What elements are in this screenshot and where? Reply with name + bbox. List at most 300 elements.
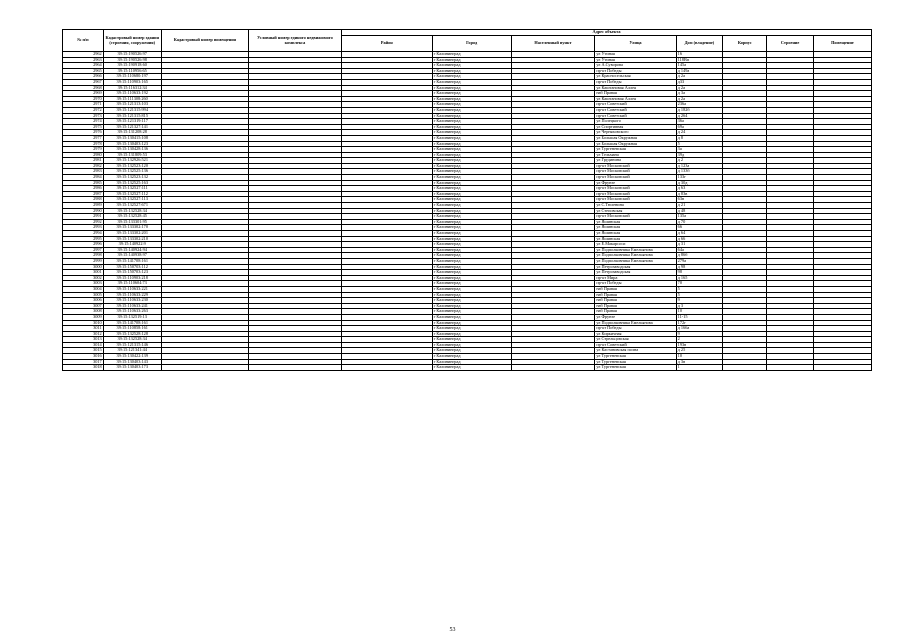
cadastral-number-cell: 39:15:110604:73 <box>103 281 161 287</box>
row-number-cell: 3007 <box>63 303 104 309</box>
cadastral-number-cell: 39:15:132528:128 <box>103 331 161 337</box>
row-number-cell: 2975 <box>63 124 104 130</box>
table-row <box>63 365 872 371</box>
street-cell: ул Утиная <box>595 57 676 63</box>
row-number-cell: 3013 <box>63 337 104 343</box>
house-number-cell: 279а <box>676 258 722 264</box>
building-cell <box>767 365 813 371</box>
header-house: Дом (владение) <box>676 36 722 52</box>
cadastral-number-cell: 39:15:132527:113 <box>103 197 161 203</box>
city-cell: г Калининград <box>432 135 511 141</box>
cadastral-number-cell: 39:15:141708:161 <box>103 258 161 264</box>
header-address-group: Адрес объекта <box>341 30 871 36</box>
city-cell: г Калининград <box>432 270 511 276</box>
cadastral-number-cell: 39:15:133302:170 <box>103 225 161 231</box>
street-cell: пр-кт Московский <box>595 214 676 220</box>
city-cell: г Калининград <box>432 197 511 203</box>
row-number-cell: 2964 <box>63 63 104 69</box>
house-number-cell: д 83в <box>676 191 722 197</box>
header-settlement: Населенный пункт <box>511 36 595 52</box>
cadastral-number-cell: 39:15:110633:241 <box>103 303 161 309</box>
row-number-cell: 2989 <box>63 203 104 209</box>
street-cell: ул Грудининa <box>595 158 676 164</box>
cadastral-number-cell: 39:15:121327:141 <box>103 124 161 130</box>
district-cell <box>341 365 432 371</box>
cadastral-number-cell: 39:15:132519:13 <box>103 314 161 320</box>
street-cell: пр-кт Победы <box>595 68 676 74</box>
street-cell: наб Правая <box>595 303 676 309</box>
city-cell: г Калининград <box>432 348 511 354</box>
row-number-cell: 2980 <box>63 152 104 158</box>
table-body <box>63 52 872 371</box>
city-cell: г Калининград <box>432 231 511 237</box>
cadastral-number-cell: 39:15:132528:34 <box>103 337 161 343</box>
house-number-cell: д 2а <box>676 96 722 102</box>
street-cell: пр-кт Победы <box>595 281 676 287</box>
house-number-cell: д 133б <box>676 169 722 175</box>
city-cell: г Калининград <box>432 68 511 74</box>
cadastral-number-cell: 39:15:132528:34 <box>103 208 161 214</box>
cadastral-number-cell: 39:15:121313:103 <box>103 102 161 108</box>
row-number-cell: 2985 <box>63 180 104 186</box>
city-cell: г Калининград <box>432 258 511 264</box>
city-cell: г Калининград <box>432 102 511 108</box>
cadastral-number-cell: 39:15:132527:671 <box>103 203 161 209</box>
house-number-cell: д 165 <box>676 275 722 281</box>
header-num: № п/п <box>63 30 104 52</box>
house-number-cell: д 182б <box>676 107 722 113</box>
city-cell: г Калининград <box>432 225 511 231</box>
street-cell: ул С.Тюленина <box>595 203 676 209</box>
house-number-cell: 10 <box>676 309 722 315</box>
street-cell: ул Спортивная <box>595 124 676 130</box>
house-number-cell: д 25 <box>676 348 722 354</box>
cadastral-number-cell: 39:15:132525:136 <box>103 169 161 175</box>
city-cell: г Калининград <box>432 275 511 281</box>
city-cell: г Калининград <box>432 331 511 337</box>
house-number-cell: 9 <box>676 331 722 337</box>
city-cell: г Калининград <box>432 337 511 343</box>
street-cell: пр-кт Советский <box>595 107 676 113</box>
cadastral-number-cell: 39:15:116312:34 <box>103 85 161 91</box>
city-cell: г Калининград <box>432 186 511 192</box>
street-cell: ул Красносельская <box>595 74 676 80</box>
house-number-cell: 5 <box>676 141 722 147</box>
city-cell: г Калининград <box>432 152 511 158</box>
street-cell: наб Правая <box>595 298 676 304</box>
header-cad-building: Кадастровый номер здания (строения, сооружения) <box>103 30 161 52</box>
city-cell: г Калининград <box>432 314 511 320</box>
row-number-cell: 2963 <box>63 57 104 63</box>
street-cell: пр-кт Московский <box>595 175 676 181</box>
house-number-cell: д 66 <box>676 236 722 242</box>
city-cell: г Калининград <box>432 180 511 186</box>
house-number-cell: 5 <box>676 286 722 292</box>
house-number-cell: 5 <box>676 292 722 298</box>
house-number-cell: 172г <box>676 320 722 326</box>
cadastral-number-cell: 39:15:190526:97 <box>103 52 161 58</box>
city-cell: г Калининград <box>432 214 511 220</box>
row-number-cell: 3000 <box>63 264 104 270</box>
city-cell: г Калининград <box>432 124 511 130</box>
house-number-cell: 2 <box>676 337 722 343</box>
house-number-cell: 69а <box>676 124 722 130</box>
cadastral-number-cell: 39:15:121319:117 <box>103 119 161 125</box>
house-number-cell: 3а <box>676 147 722 153</box>
house-number-cell: д 3а <box>676 91 722 97</box>
city-cell: г Калининград <box>432 119 511 125</box>
city-cell: г Калининград <box>432 169 511 175</box>
complex-number-cell <box>248 365 341 371</box>
header-cad-room: Кадастровый номер помещения <box>161 30 248 52</box>
row-number-cell: 2987 <box>63 191 104 197</box>
cadastral-number-cell: 39:15:190526:98 <box>103 57 161 63</box>
cadastral-number-cell: 39:15:132523:132 <box>103 175 161 181</box>
settlement-cell <box>511 365 595 371</box>
street-cell: ул Подполковника Емельянова <box>595 247 676 253</box>
row-number-cell: 2988 <box>63 197 104 203</box>
house-number-cell: д 63 <box>676 186 722 192</box>
street-cell: наб Правая <box>595 91 676 97</box>
cadastral-number-cell: 39:15:110903:218 <box>103 275 161 281</box>
street-cell: ул Яшинская <box>595 219 676 225</box>
street-cell: ул Тургеневская <box>595 359 676 365</box>
cadastral-number-cell: 39:15:131809:53 <box>103 152 161 158</box>
city-cell: г Калининград <box>432 57 511 63</box>
street-cell: пр-кт Московский <box>595 169 676 175</box>
street-cell: пр-кт Московский <box>595 191 676 197</box>
cadastral-number-cell: 39:15:110633:263 <box>103 309 161 315</box>
cadastral-number-cell: 39:15:132926:521 <box>103 158 161 164</box>
city-cell: г Калининград <box>432 359 511 365</box>
cadastral-number-cell: 39:15:130415:108 <box>103 135 161 141</box>
city-cell: г Калининград <box>432 247 511 253</box>
city-cell: г Калининград <box>432 96 511 102</box>
street-cell: ул Петрозаводская <box>595 264 676 270</box>
street-cell: ул Киркичная <box>595 331 676 337</box>
house-number-cell: д 123а <box>676 163 722 169</box>
city-cell: г Калининград <box>432 74 511 80</box>
street-cell: ул Стрельцовская <box>595 337 676 343</box>
street-cell: ул Подполковника Емельянова <box>595 253 676 259</box>
row-number-cell: 2998 <box>63 253 104 259</box>
city-cell: г Калининград <box>432 163 511 169</box>
street-cell: наб Правая <box>595 292 676 298</box>
row-number-cell: 2994 <box>63 231 104 237</box>
house-number-cell: 133г <box>676 175 722 181</box>
cadastral-number-cell: 39:15:141708:161 <box>103 320 161 326</box>
house-number-cell: д 2а <box>676 85 722 91</box>
street-cell: ул Каштановая Аллея <box>595 96 676 102</box>
street-cell: ул Большая Окружная <box>595 135 676 141</box>
row-number-cell: 2991 <box>63 214 104 220</box>
city-cell: г Калининград <box>432 264 511 270</box>
street-cell: ул Полецкого <box>595 119 676 125</box>
row-number-cell: 2983 <box>63 169 104 175</box>
house-number-cell: д 166а <box>676 326 722 332</box>
street-cell: ул Подполковника Емельянова <box>595 320 676 326</box>
row-number-cell: 3008 <box>63 309 104 315</box>
city-cell: г Калининград <box>432 298 511 304</box>
city-cell: г Калининград <box>432 208 511 214</box>
cadastral-number-cell: 39:15:110680:197 <box>103 74 161 80</box>
cadastral-number-cell: 39:15:132528:45 <box>103 214 161 220</box>
house-number-cell: 10 <box>676 354 722 360</box>
cadastral-number-cell: 39:15:140922:9 <box>103 242 161 248</box>
row-number-cell: 2995 <box>63 236 104 242</box>
house-number-cell: д33 <box>676 79 722 85</box>
street-cell: пр-кт Советский <box>595 113 676 119</box>
house-number-cell: д 21 <box>676 203 722 209</box>
room-cell <box>813 365 871 371</box>
city-cell: г Калининград <box>432 63 511 69</box>
cadastral-number-cell: 39:15:133302:210 <box>103 236 161 242</box>
city-cell: г Калининград <box>432 141 511 147</box>
street-cell: ул Тургеневская <box>595 365 676 371</box>
korpus-cell <box>723 365 767 371</box>
row-number-cell: 2978 <box>63 141 104 147</box>
row-number-cell: 2979 <box>63 147 104 153</box>
city-cell: г Калининград <box>432 113 511 119</box>
street-cell: пр-кт Московский <box>595 197 676 203</box>
city-cell: г Калининград <box>432 107 511 113</box>
house-number-cell: д 149а <box>676 68 722 74</box>
cadastral-number-cell: 39:15:133301:95 <box>103 219 161 225</box>
city-cell: г Калининград <box>432 281 511 287</box>
row-number-cell: 2990 <box>63 208 104 214</box>
house-number-cell: д 8 <box>676 135 722 141</box>
row-number-cell: 2972 <box>63 107 104 113</box>
city-cell: г Калининград <box>432 286 511 292</box>
cadastral-number-cell: 39:15:110633:221 <box>103 286 161 292</box>
street-cell: пр-кт Мира <box>595 275 676 281</box>
cadastral-number-cell: 39:15:111308:260 <box>103 96 161 102</box>
street-cell: ул Яшинская <box>595 236 676 242</box>
row-number-cell: 3001 <box>63 270 104 276</box>
street-cell: ул Степовская <box>595 208 676 214</box>
city-cell: г Калининград <box>432 365 511 371</box>
city-cell: г Калининград <box>432 320 511 326</box>
cadastral-number-cell: 39:15:131208:28 <box>103 130 161 136</box>
registry-sheet <box>62 29 872 371</box>
row-number-cell: 3002 <box>63 275 104 281</box>
row-number-cell: 3012 <box>63 331 104 337</box>
row-number-cell: 3011 <box>63 326 104 332</box>
row-number-cell: 3004 <box>63 286 104 292</box>
street-cell: ул Утиная <box>595 52 676 58</box>
house-number-cell: д 2 <box>676 158 722 164</box>
cadastral-number-cell: 39:15:121341:44 <box>103 348 161 354</box>
house-number-cell: 66 <box>676 225 722 231</box>
house-number-cell: 236а <box>676 102 722 108</box>
row-number-cell: 2977 <box>63 135 104 141</box>
cadastral-number-cell: 39:15:110633:230 <box>103 298 161 304</box>
street-cell: ул Тургеневская <box>595 147 676 153</box>
city-cell: г Калининград <box>432 191 511 197</box>
row-number-cell: 2970 <box>63 96 104 102</box>
row-number-cell: 2996 <box>63 242 104 248</box>
city-cell: г Калининград <box>432 158 511 164</box>
street-cell: ул Яшинская <box>595 225 676 231</box>
row-number-cell: 3015 <box>63 348 104 354</box>
city-cell: г Калининград <box>432 342 511 348</box>
row-number-cell: 3010 <box>63 320 104 326</box>
header-cond-complex: Условный номер единого недвижимого комплекса <box>248 30 341 52</box>
row-number-cell: 3005 <box>63 292 104 298</box>
house-number-cell: 193в <box>676 342 722 348</box>
cadastral-number-cell: 39:15:130422:139 <box>103 354 161 360</box>
cadastral-number-cell: 39:15:132527:112 <box>103 191 161 197</box>
row-number-cell: 2971 <box>63 102 104 108</box>
cadastral-number-cell: 39:15:133302:201 <box>103 231 161 237</box>
city-cell: г Калининград <box>432 91 511 97</box>
row-number-cell: 2973 <box>63 113 104 119</box>
street-cell: ул Е.Макарсоси <box>595 242 676 248</box>
street-cell: пр-кт Московский <box>595 186 676 192</box>
header-city: Город <box>432 36 511 52</box>
house-number-cell: д 2а <box>676 74 722 80</box>
house-number-cell: д 70 <box>676 219 722 225</box>
house-number-cell: 70 <box>676 281 722 287</box>
cadastral-number-cell: 39:15:110633:192 <box>103 91 161 97</box>
cadastral-number-cell: 39:15:190918:60 <box>103 63 161 69</box>
cadastral-number-cell: 39:15:140938:97 <box>103 253 161 259</box>
house-number-cell: 98 <box>676 270 722 276</box>
cadastral-number-cell: 39:15:132523:120 <box>103 163 161 169</box>
city-cell: г Калининград <box>432 309 511 315</box>
cadastral-number-cell: 39:15:110633:229 <box>103 292 161 298</box>
street-cell: ул Большая Окружная <box>595 141 676 147</box>
house-number-cell: 9 <box>676 298 722 304</box>
cadastral-number-cell: 39:15:150703:112 <box>103 264 161 270</box>
city-cell: г Калининград <box>432 175 511 181</box>
street-cell: наб Правая <box>595 309 676 315</box>
house-number-cell: д 48 <box>676 208 722 214</box>
house-number-cell: д 3 <box>676 303 722 309</box>
cadastral-number-cell: 39:15:110956:65 <box>103 68 161 74</box>
street-cell: наб Правая <box>595 286 676 292</box>
row-number-cell: 3014 <box>63 342 104 348</box>
header-korpus: Корпус <box>723 36 767 52</box>
city-cell: г Калининград <box>432 236 511 242</box>
house-number-cell: 11-15 <box>676 314 722 320</box>
street-cell: ул А.Суворова <box>595 63 676 69</box>
header-street: Улица <box>595 36 676 52</box>
house-number-cell: 145а <box>676 63 722 69</box>
row-number-cell: 2984 <box>63 175 104 181</box>
street-cell: ул Фрунзе <box>595 314 676 320</box>
city-cell: г Калининград <box>432 242 511 248</box>
house-number-cell: 63в <box>676 197 722 203</box>
cadastral-number-cell: 39:15:121315:815 <box>103 113 161 119</box>
cadastral-number-cell: 39:15:121315:146 <box>103 342 161 348</box>
cadastral-number-cell: 39:15:110903:165 <box>103 79 161 85</box>
row-number-cell: 2969 <box>63 91 104 97</box>
house-number-cell: д 31 <box>676 242 722 248</box>
cadastral-number-cell: 39:15:130403:123 <box>103 141 161 147</box>
city-cell: г Калининград <box>432 203 511 209</box>
cadastral-number-cell: 39:15:130403:143 <box>103 359 161 365</box>
row-number-cell: 2966 <box>63 74 104 80</box>
cadastral-number-cell: 39:15:140924:94 <box>103 247 161 253</box>
row-number-cell: 2974 <box>63 119 104 125</box>
street-cell: пр-кт Победы <box>595 79 676 85</box>
street-cell: пр-кт Советский <box>595 102 676 108</box>
row-number-cell: 2999 <box>63 258 104 264</box>
city-cell: г Калининград <box>432 303 511 309</box>
street-cell: ул Тельмана <box>595 152 676 158</box>
street-cell: ул Тургеневская <box>595 354 676 360</box>
house-number-cell: д 3в <box>676 359 722 365</box>
house-number-cell: 118Вп <box>676 57 722 63</box>
house-number-cell: д 64 <box>676 231 722 237</box>
cadastral-number-cell: 39:15:121315:994 <box>103 107 161 113</box>
row-number-cell: 3018 <box>63 365 104 371</box>
city-cell: г Калининград <box>432 52 511 58</box>
street-cell: ул Подполковника Емельянова <box>595 258 676 264</box>
city-cell: г Калининград <box>432 326 511 332</box>
house-number-cell: д 24 <box>676 130 722 136</box>
street-cell: ул Черняховского <box>595 130 676 136</box>
row-number-cell: 2968 <box>63 85 104 91</box>
street-cell: ул Петрозаводская <box>595 270 676 276</box>
city-cell: г Калининград <box>432 219 511 225</box>
cadastral-number-cell: 39:15:130428:136 <box>103 147 161 153</box>
house-number-cell: 1 <box>676 365 722 371</box>
street-cell: ул Каштановая Аллея <box>595 85 676 91</box>
row-number-cell: 3003 <box>63 281 104 287</box>
house-number-cell: 39д <box>676 152 722 158</box>
header-room: Помещение <box>813 36 871 52</box>
row-number-cell: 2981 <box>63 158 104 164</box>
cadastral-number-cell: 39:15:150703:123 <box>103 270 161 276</box>
row-number-cell: 2982 <box>63 163 104 169</box>
row-number-cell: 2965 <box>63 68 104 74</box>
city-cell: г Калининград <box>432 147 511 153</box>
row-number-cell: 2967 <box>63 79 104 85</box>
row-number-cell: 2992 <box>63 219 104 225</box>
city-cell: г Калининград <box>432 292 511 298</box>
row-number-cell: 3017 <box>63 359 104 365</box>
house-number-cell: д 98 <box>676 264 722 270</box>
row-number-cell: 2976 <box>63 130 104 136</box>
cadastral-number-cell: 39:15:130403:173 <box>103 365 161 371</box>
street-cell: ул Яшинская <box>595 231 676 237</box>
page-number: 53 <box>449 627 456 633</box>
row-number-cell: 3006 <box>63 298 104 304</box>
street-cell: ул Фрунзе <box>595 180 676 186</box>
row-number-cell: 2993 <box>63 225 104 231</box>
city-cell: г Калининград <box>432 85 511 91</box>
house-number-cell: 64а <box>676 247 722 253</box>
house-number-cell: 16 <box>676 52 722 58</box>
street-cell: пр-кт Советский <box>595 342 676 348</box>
city-cell: г Калининград <box>432 130 511 136</box>
row-number-cell: 3016 <box>63 354 104 360</box>
house-number-cell: д 264 <box>676 113 722 119</box>
street-cell: пр-кт Победы <box>595 326 676 332</box>
cadastral-number-cell: 39:15:110858:161 <box>103 326 161 332</box>
room-cadastral-cell <box>161 365 248 371</box>
city-cell: г Калининград <box>432 253 511 259</box>
row-number-cell: 2986 <box>63 186 104 192</box>
row-number-cell: 2962 <box>63 52 104 58</box>
city-cell: г Калининград <box>432 79 511 85</box>
city-cell: г Калининград <box>432 354 511 360</box>
house-number-cell: 36а <box>676 119 722 125</box>
street-cell: ул Кастанивская полна <box>595 348 676 354</box>
house-number-cell: д 86б <box>676 253 722 259</box>
